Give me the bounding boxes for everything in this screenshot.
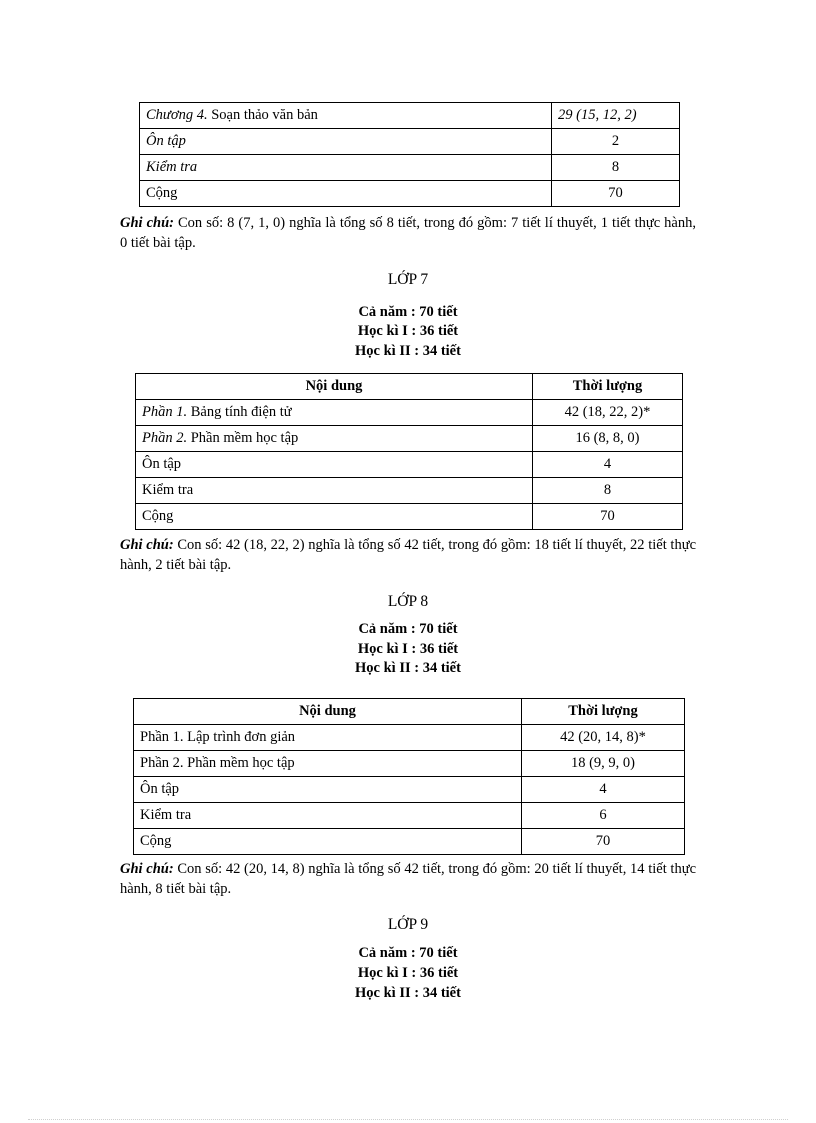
duration-cell: 2 [552, 129, 680, 155]
note-text: Con số: 42 (18, 22, 2) nghĩa là tổng số 42 tiết, trong đó gồm: 18 tiết lí thuyết, 22 tiết thực hành, 2 tiết bài tập. [120, 537, 696, 573]
note-text: Con số: 42 (20, 14, 8) nghĩa là tổng số 42 tiết, trong đó gồm: 20 tiết lí thuyết, 14 tiết thực hành, 8 tiết bài tập. [120, 861, 696, 897]
table-header-row [134, 699, 685, 725]
header-duration: Thời lượng [522, 699, 685, 725]
table-row [136, 426, 683, 452]
note-grade8 [120, 859, 696, 899]
content-cell [136, 426, 533, 452]
duration-cell: 29 (15, 12, 2) [552, 103, 680, 129]
grade7-title: LỚP 7 [387, 271, 429, 288]
grade8-table [133, 698, 685, 855]
content-cell: Cộng [140, 181, 552, 207]
content-cell: Kiểm tra [140, 155, 552, 181]
duration-cell: 42 (18, 22, 2)* [533, 400, 683, 426]
grade9-sem1: Học kì I : 36 tiết [357, 965, 459, 981]
duration-cell: 4 [522, 777, 685, 803]
table-row [140, 103, 680, 129]
chapter-title: Soạn thảo văn bản [207, 107, 318, 123]
table-row [136, 478, 683, 504]
header-duration: Thời lượng [533, 374, 683, 400]
content-cell: Cộng [134, 829, 522, 855]
part-title: Phần mềm học tập [187, 430, 299, 446]
content-cell: Cộng [136, 504, 533, 530]
grade7-year: Cả năm : 70 tiết [358, 304, 458, 320]
content-cell [136, 400, 533, 426]
duration-cell: 6 [522, 803, 685, 829]
grade7-table [135, 373, 683, 530]
content-cell: Phần 1. Lập trình đơn giản [134, 725, 522, 751]
grade8-sem2: Học kì II : 34 tiết [355, 660, 461, 676]
note-label: Ghi chú: [120, 215, 174, 231]
duration-cell: 8 [533, 478, 683, 504]
grade9-sem2: Học kì II : 34 tiết [355, 985, 461, 1001]
table-row [134, 803, 685, 829]
content-cell [140, 103, 552, 129]
table-header-row [136, 374, 683, 400]
note-grade6 [120, 213, 696, 253]
duration-cell: 70 [522, 829, 685, 855]
note-label: Ghi chú: [120, 537, 174, 553]
duration-cell: 42 (20, 14, 8)* [522, 725, 685, 751]
part-label: Phần 2. [142, 430, 188, 446]
table-row [134, 725, 685, 751]
duration-cell: 70 [552, 181, 680, 207]
content-cell: Phần 2. Phần mềm học tập [134, 751, 522, 777]
page-bottom-divider [28, 1119, 788, 1120]
table-row [136, 400, 683, 426]
header-content: Nội dung [136, 374, 533, 400]
part-label: Phần 1. [142, 404, 188, 420]
note-label: Ghi chú: [120, 861, 174, 877]
header-content: Nội dung [134, 699, 522, 725]
table-row [136, 452, 683, 478]
table-row [140, 181, 680, 207]
table-row [140, 129, 680, 155]
grade6-table-continued [139, 102, 680, 207]
part-title: Bảng tính điện tử [187, 404, 292, 420]
grade7-sem2: Học kì II : 34 tiết [355, 343, 461, 359]
grade9-year: Cả năm : 70 tiết [358, 945, 458, 961]
content-cell: Ôn tập [134, 777, 522, 803]
content-cell: Kiểm tra [134, 803, 522, 829]
note-grade7 [120, 535, 696, 575]
grade7-sem1: Học kì I : 36 tiết [357, 323, 459, 339]
duration-cell: 18 (9, 9, 0) [522, 751, 685, 777]
table-row [140, 155, 680, 181]
table-row [134, 777, 685, 803]
content-cell: Ôn tập [136, 452, 533, 478]
duration-cell: 16 (8, 8, 0) [533, 426, 683, 452]
duration-cell: 70 [533, 504, 683, 530]
grade8-year: Cả năm : 70 tiết [358, 621, 458, 637]
grade8-sem1: Học kì I : 36 tiết [357, 641, 459, 657]
table-row [136, 504, 683, 530]
grade9-title: LỚP 9 [387, 916, 429, 933]
chapter-label: Chương 4. [146, 107, 208, 123]
content-cell: Kiểm tra [136, 478, 533, 504]
duration-cell: 8 [552, 155, 680, 181]
grade8-title: LỚP 8 [387, 593, 429, 610]
duration-cell: 4 [533, 452, 683, 478]
table-row [134, 751, 685, 777]
note-text: Con số: 8 (7, 1, 0) nghĩa là tổng số 8 tiết, trong đó gồm: 7 tiết lí thuyết, 1 tiết thực hành, 0 tiết bài tập. [120, 215, 696, 251]
table-row [134, 829, 685, 855]
content-cell: Ôn tập [140, 129, 552, 155]
